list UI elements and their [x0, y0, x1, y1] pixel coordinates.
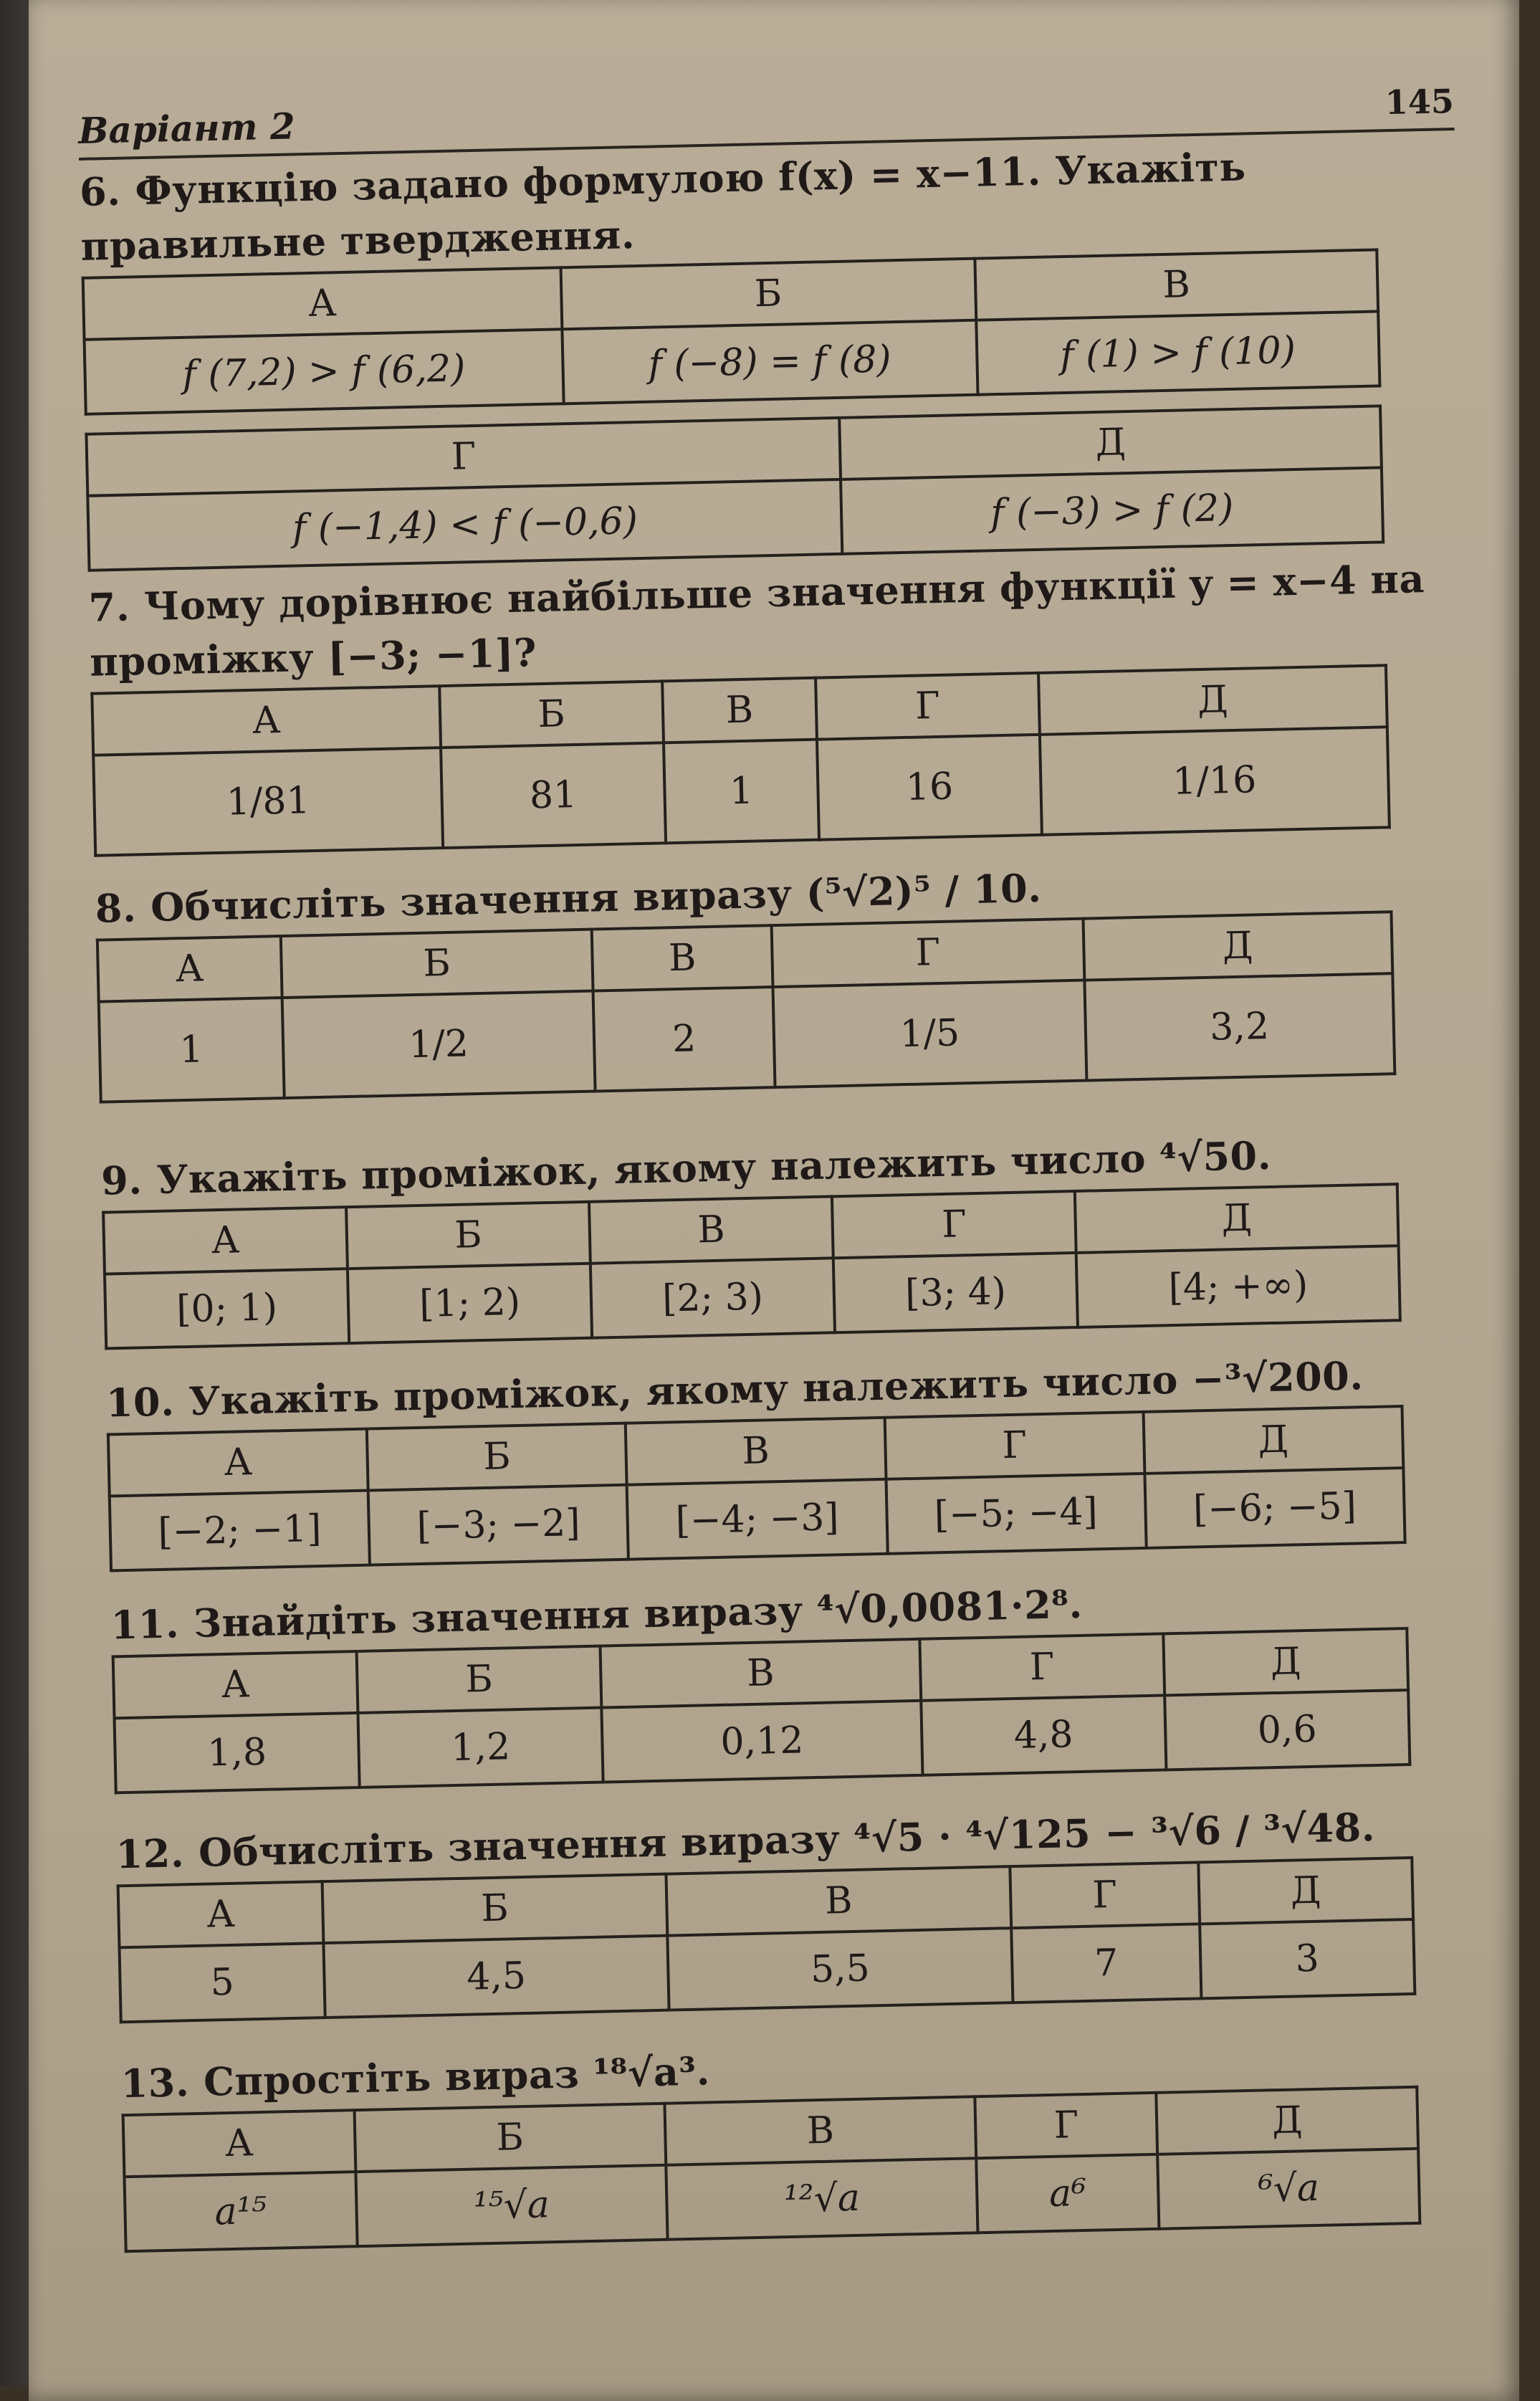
- task-11: [110, 1567, 1505, 1794]
- option-value: 2: [593, 987, 775, 1091]
- task-6: [79, 135, 1478, 572]
- task-8-answer-table: [96, 910, 1397, 1103]
- option-value: 1: [664, 740, 819, 844]
- task-13-answer-table: [122, 2086, 1422, 2253]
- task-9-text: Укажіть проміжок, якому належить число ⁴√50.: [156, 1132, 1272, 1203]
- task-8-text: Обчисліть значення виразу (⁵√2)⁵ / 10.: [150, 864, 1043, 931]
- option-value: [−5; −4]: [886, 1474, 1146, 1554]
- option-letter-g: Г: [975, 2093, 1157, 2159]
- option-letter-g: Г: [772, 919, 1084, 987]
- option-letter-d: Д: [1163, 1628, 1408, 1695]
- task-13-text: Спростіть вираз ¹⁸√a³.: [203, 2048, 711, 2105]
- option-value: [1; 2): [348, 1264, 592, 1343]
- option-letter-d: Д: [1157, 2087, 1418, 2154]
- page-number: 145: [1384, 82, 1455, 123]
- option-value: 4,5: [324, 1936, 669, 2018]
- task-number: 8.: [95, 884, 137, 932]
- option-letter-a: А: [103, 1207, 348, 1274]
- option-letter-b: Б: [354, 2104, 666, 2172]
- page-content: [75, 0, 1540, 2386]
- option-value: f (−1,4) < f (−0,6): [87, 479, 842, 571]
- option-letter-a: А: [92, 686, 441, 755]
- option-letter-d: Д: [1038, 665, 1387, 735]
- task-6-answer-table-2: [85, 404, 1384, 571]
- option-value: f (7,2) > f (6,2): [85, 329, 564, 414]
- option-letter-g: Г: [816, 673, 1040, 740]
- option-value: 1/16: [1040, 727, 1390, 835]
- task-11-text: Знайдіть значення виразу ⁴√0,0081·2⁸.: [193, 1580, 1084, 1646]
- task-10-answer-table: [107, 1405, 1407, 1572]
- task-8: [95, 851, 1489, 1103]
- option-value: [−4; −3]: [627, 1479, 887, 1560]
- option-letter-a: А: [113, 1651, 358, 1718]
- option-letter: А: [83, 267, 562, 340]
- option-value: ¹⁵√a: [355, 2165, 667, 2246]
- option-value: 7: [1011, 1924, 1201, 2003]
- option-letter-v: В: [589, 1196, 833, 1263]
- option-value: [−6; −5]: [1144, 1468, 1405, 1548]
- task-9: [100, 1123, 1495, 1350]
- option-value: f (−8) = f (8): [562, 320, 977, 404]
- option-value: ⁶√a: [1157, 2149, 1420, 2229]
- option-value: [−2; −1]: [110, 1491, 370, 1571]
- option-letter-d: Д: [1143, 1406, 1403, 1474]
- task-number: 13.: [120, 2059, 190, 2107]
- task-9-answer-table: [102, 1183, 1402, 1350]
- task-10: [105, 1345, 1500, 1572]
- task-12: [115, 1797, 1510, 2023]
- option-letter-b: Б: [367, 1423, 627, 1491]
- option-value: 4,8: [921, 1695, 1166, 1775]
- option-letter: Г: [86, 418, 841, 496]
- option-value: 5: [120, 1943, 325, 2022]
- option-value: 1,2: [358, 1708, 603, 1787]
- option-letter-v: В: [626, 1418, 886, 1485]
- task-7: [88, 550, 1484, 856]
- option-value: a⁶: [976, 2154, 1159, 2233]
- option-letter-a: А: [118, 1881, 324, 1947]
- option-letter-v: В: [592, 925, 773, 991]
- task-7-answer-table: [90, 664, 1391, 856]
- option-value: 81: [441, 743, 666, 848]
- option-value: [2; 3): [590, 1258, 835, 1337]
- option-letter-v: В: [662, 678, 817, 743]
- option-letter-d: Д: [1083, 912, 1392, 980]
- book-page: [29, 0, 1519, 2401]
- option-value: f (1) > f (10): [976, 311, 1379, 394]
- task-number: 9.: [100, 1157, 143, 1204]
- task-7-text: Чому дорівнює найбільше значення функції y = x−4 на проміжку [−3; −1]?: [89, 555, 1425, 685]
- option-letter: Б: [560, 259, 976, 330]
- option-value: 1/5: [773, 980, 1086, 1087]
- task-11-answer-table: [112, 1627, 1412, 1794]
- variant-label: Варіант 2: [77, 105, 296, 152]
- task-number: 7.: [88, 583, 130, 631]
- option-letter-a: А: [108, 1429, 368, 1497]
- option-letter-v: В: [601, 1639, 921, 1708]
- option-letter-b: Б: [322, 1874, 668, 1943]
- option-value: a¹⁵: [124, 2172, 357, 2251]
- option-value: 1/2: [282, 991, 595, 1098]
- option-letter-g: Г: [1010, 1862, 1200, 1928]
- option-value: 16: [817, 735, 1042, 840]
- option-letter: Д: [840, 406, 1382, 479]
- option-value: 1: [99, 998, 284, 1102]
- option-value: 0,12: [602, 1701, 923, 1782]
- task-number: 6.: [79, 168, 122, 215]
- task-6-text: Функцію задано формулою f(x) = x−11. Укажіть правильне твердження.: [80, 143, 1247, 269]
- option-letter-d: Д: [1075, 1184, 1399, 1253]
- task-number: 12.: [115, 1830, 185, 1878]
- option-value: 0,6: [1164, 1690, 1410, 1770]
- task-12-answer-table: [117, 1856, 1417, 2023]
- option-letter-d: Д: [1198, 1858, 1413, 1924]
- option-letter-g: Г: [884, 1412, 1144, 1479]
- task-13: [120, 2026, 1515, 2253]
- option-letter-g: Г: [919, 1633, 1164, 1700]
- task-10-text: Укажіть проміжок, якому належить число −³√200.: [188, 1352, 1364, 1425]
- option-value: 1/81: [93, 748, 443, 856]
- option-letter: В: [975, 249, 1378, 320]
- option-letter-a: А: [123, 2110, 355, 2177]
- option-value: 5,5: [667, 1928, 1013, 2010]
- task-number: 11.: [110, 1600, 180, 1648]
- option-value: [4; +∞): [1076, 1246, 1400, 1327]
- option-letter-a: А: [97, 936, 282, 1002]
- option-value: 1,8: [115, 1713, 360, 1793]
- option-value: ¹²√a: [666, 2158, 977, 2239]
- option-value: f (−3) > f (2): [841, 467, 1383, 553]
- option-letter-v: В: [666, 1866, 1012, 1935]
- option-value: 3,2: [1084, 973, 1395, 1080]
- option-value: [−3; −2]: [368, 1485, 628, 1565]
- option-letter-b: Б: [346, 1202, 590, 1269]
- option-letter-g: Г: [832, 1191, 1076, 1258]
- task-6-answer-table-1: [82, 248, 1382, 415]
- option-letter-b: Б: [439, 681, 664, 748]
- option-letter-b: Б: [280, 930, 593, 998]
- option-letter-b: Б: [357, 1646, 602, 1713]
- option-value: 3: [1200, 1919, 1415, 1998]
- option-value: [3; 4): [833, 1253, 1078, 1332]
- option-value: [0; 1): [105, 1269, 349, 1348]
- task-number: 10.: [105, 1378, 176, 1426]
- option-letter-v: В: [664, 2096, 976, 2164]
- task-12-text: Обчисліть значення виразу ⁴√5 · ⁴√125 − ³√6 / ³√48.: [198, 1804, 1376, 1876]
